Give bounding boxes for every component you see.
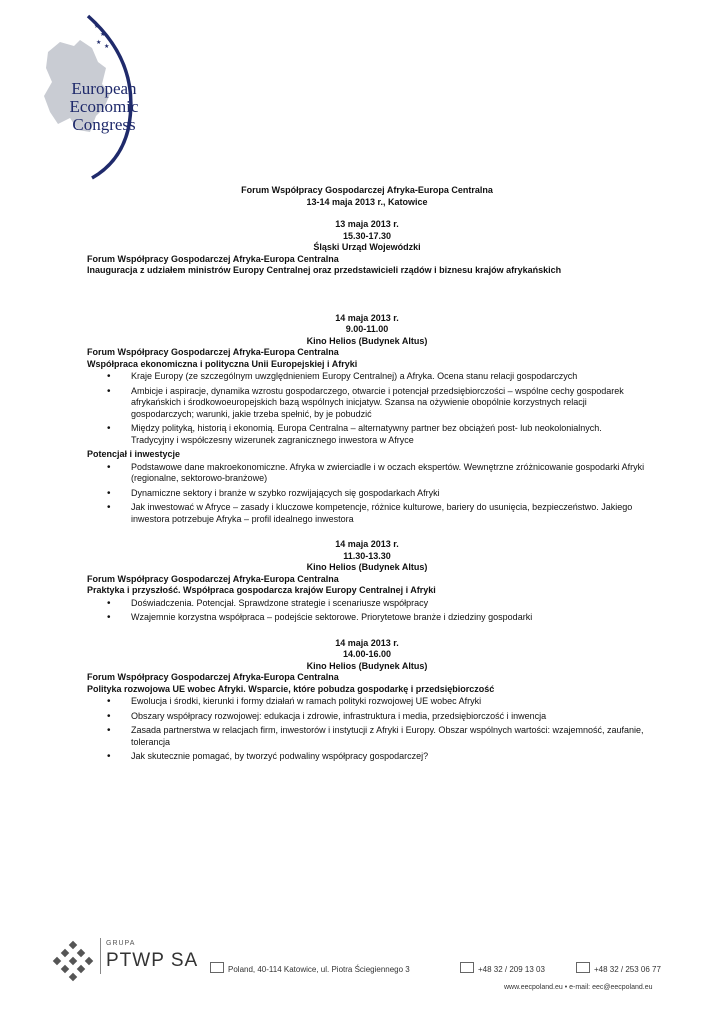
session-2 xyxy=(87,313,647,526)
session-4 xyxy=(87,638,647,763)
phone-icon xyxy=(460,962,474,973)
session-3 xyxy=(87,539,647,624)
list-item: • Jak inwestować w Afryce – zasady i kluczowe kompetencje, różnice kulturowe, bariery do usunięcia, bezpieczeństwo. Jakiego inwestora potrzebuje Afryka – profil idealnego inwestora xyxy=(87,502,647,525)
doc-date-place: 13-14 maja 2013 r., Katowice xyxy=(306,196,428,207)
list-item: • Między polityką, historią i ekonomią. Europa Centralna – alternatywny partner bez obciążeń post- lub neokolonialnych. Tradycyjny i współczesny wizerunek zagranicznego inwestora w Afryce xyxy=(87,423,647,446)
session-time: 11.30-13.30 xyxy=(343,550,391,561)
svg-text:★: ★ xyxy=(100,32,106,38)
session-1 xyxy=(87,219,647,277)
session-subtopic: Potencjał i inwestycje xyxy=(87,449,181,459)
footer-fax xyxy=(576,962,661,974)
logo-line-3: Congress xyxy=(72,115,136,134)
session-date: 13 maja 2013 r. xyxy=(335,219,399,229)
logo-line-1: European xyxy=(71,79,137,98)
fax-text: +48 32 / 253 06 77 xyxy=(594,965,661,974)
footer xyxy=(52,936,672,996)
list-item: • Zasada partnerstwa w relacjach firm, inwestorów i instytucji z Afryki i Europy. Obszar wspólnych wartości: wzajemność, zaufanie, tolerancja xyxy=(87,725,647,748)
doc-title: Forum Współpracy Gospodarczej Afryka-Europa Centralna xyxy=(241,185,493,195)
footer-address xyxy=(210,962,410,974)
session-date: 14 maja 2013 r. xyxy=(335,312,399,323)
session-venue: Kino Helios (Budynek Altus) xyxy=(306,562,428,572)
footer-grupa: GRUPA xyxy=(106,940,136,947)
envelope-icon xyxy=(210,962,224,973)
session-venue: Śląski Urząd Wojewódzki xyxy=(313,242,421,252)
svg-text:★: ★ xyxy=(94,24,100,30)
session-forum: Forum Współpracy Gospodarczej Afryka-Europa Centralna xyxy=(87,253,339,264)
session-date: 14 maja 2013 r. xyxy=(335,539,399,549)
list-item: • Doświadczenia. Potencjał. Sprawdzone strategie i scenariusze współpracy xyxy=(87,598,647,610)
phone-text: +48 32 / 209 13 03 xyxy=(478,965,545,974)
session-forum: Forum Współpracy Gospodarczej Afryka-Europa Centralna xyxy=(87,347,339,357)
footer-brand: PTWP SA xyxy=(106,950,199,971)
fax-icon xyxy=(576,962,590,973)
bullet-list xyxy=(87,371,647,446)
list-item: • Jak skutecznie pomagać, by tworzyć podwaliny współpracy gospodarczej? xyxy=(87,751,647,763)
logo-line-2: Economic xyxy=(69,97,139,116)
list-item: • Wzajemnie korzystna współpraca – podejście sektorowe. Priorytetowe branże i dziedziny gospodarki xyxy=(87,612,647,624)
email-link[interactable]: e-mail: eec@eecpoland.eu xyxy=(569,984,653,991)
session-date: 14 maja 2013 r. xyxy=(335,637,399,648)
eec-logo xyxy=(40,12,140,182)
session-topic: Inauguracja z udziałem ministrów Europy Centralnej oraz przedstawicieli rządów i biznesu krajów afrykańskich xyxy=(87,265,562,275)
session-time: 15.30-17.30 xyxy=(342,230,392,241)
svg-text:★: ★ xyxy=(104,44,110,50)
list-item: • Kraje Europy (ze szczególnym uwzględnieniem Europy Centralnej) a Afryka. Ocena stanu relacji gospodarczych xyxy=(87,371,647,383)
session-forum: Forum Współpracy Gospodarczej Afryka-Europa Centralna xyxy=(87,573,339,584)
session-venue: Kino Helios (Budynek Altus) xyxy=(306,660,428,671)
separator-dot: • xyxy=(564,984,570,991)
session-topic: Polityka rozwojowa UE wobec Afryki. Wsparcie, które pobudza gospodarkę i przedsiębiorczość xyxy=(87,683,495,694)
list-item: • Ewolucja i środki, kierunki i formy działań w ramach polityki rozwojowej UE wobec Afryki xyxy=(87,696,647,708)
svg-text:★: ★ xyxy=(96,40,102,46)
website-link[interactable]: www.eecpoland.eu xyxy=(504,984,563,991)
session-topic: Współpraca ekonomiczna i polityczna Unii Europejskiej i Afryki xyxy=(87,358,358,369)
list-item: • Dynamiczne sektory i branże w szybko rozwijających się gospodarkach Afryki xyxy=(87,488,647,500)
footer-contact xyxy=(504,984,653,991)
session-time: 14.00-16.00 xyxy=(342,649,392,659)
ptwp-logo-icon xyxy=(52,940,94,982)
session-topic: Praktyka i przyszłość. Współpraca gospodarcza krajów Europy Centralnej i Afryki xyxy=(87,585,436,595)
session-forum: Forum Współpracy Gospodarczej Afryka-Europa Centralna xyxy=(87,672,339,682)
session-venue: Kino Helios (Budynek Altus) xyxy=(306,335,428,346)
bullet-list xyxy=(87,696,647,763)
session-time: 9.00-11.00 xyxy=(345,324,389,334)
footer-phone xyxy=(460,962,545,974)
footer-divider xyxy=(100,938,101,974)
bullet-list xyxy=(87,462,647,526)
address-text: Poland, 40-114 Katowice, ul. Piotra Ściegiennego 3 xyxy=(228,965,410,974)
agenda-document xyxy=(87,185,647,766)
list-item: • Podstawowe dane makroekonomiczne. Afryka w zwierciadle i w oczach ekspertów. Wewnętrzne zróżnicowanie gospodarki Afryki (regionalne, sektorowo-branżowe) xyxy=(87,462,647,485)
list-item: • Obszary współpracy rozwojowej: edukacja i zdrowie, infrastruktura i media, przedsiębiorczość i inwencja xyxy=(87,711,647,723)
list-item: • Ambicje i aspiracje, dynamika wzrostu gospodarczego, otwarcie i potencjał przedsiębiorczości – wspólne cechy gospodarek afrykańskich i środkowoeuropejskich bazą wspólnych inicjatyw. Szansa na ożywienie obopólnie korzystnych relacji gospodarczych; warunki, jakie trzeba spełnić, by je pobudzić xyxy=(87,386,647,421)
bullet-list xyxy=(87,598,647,624)
